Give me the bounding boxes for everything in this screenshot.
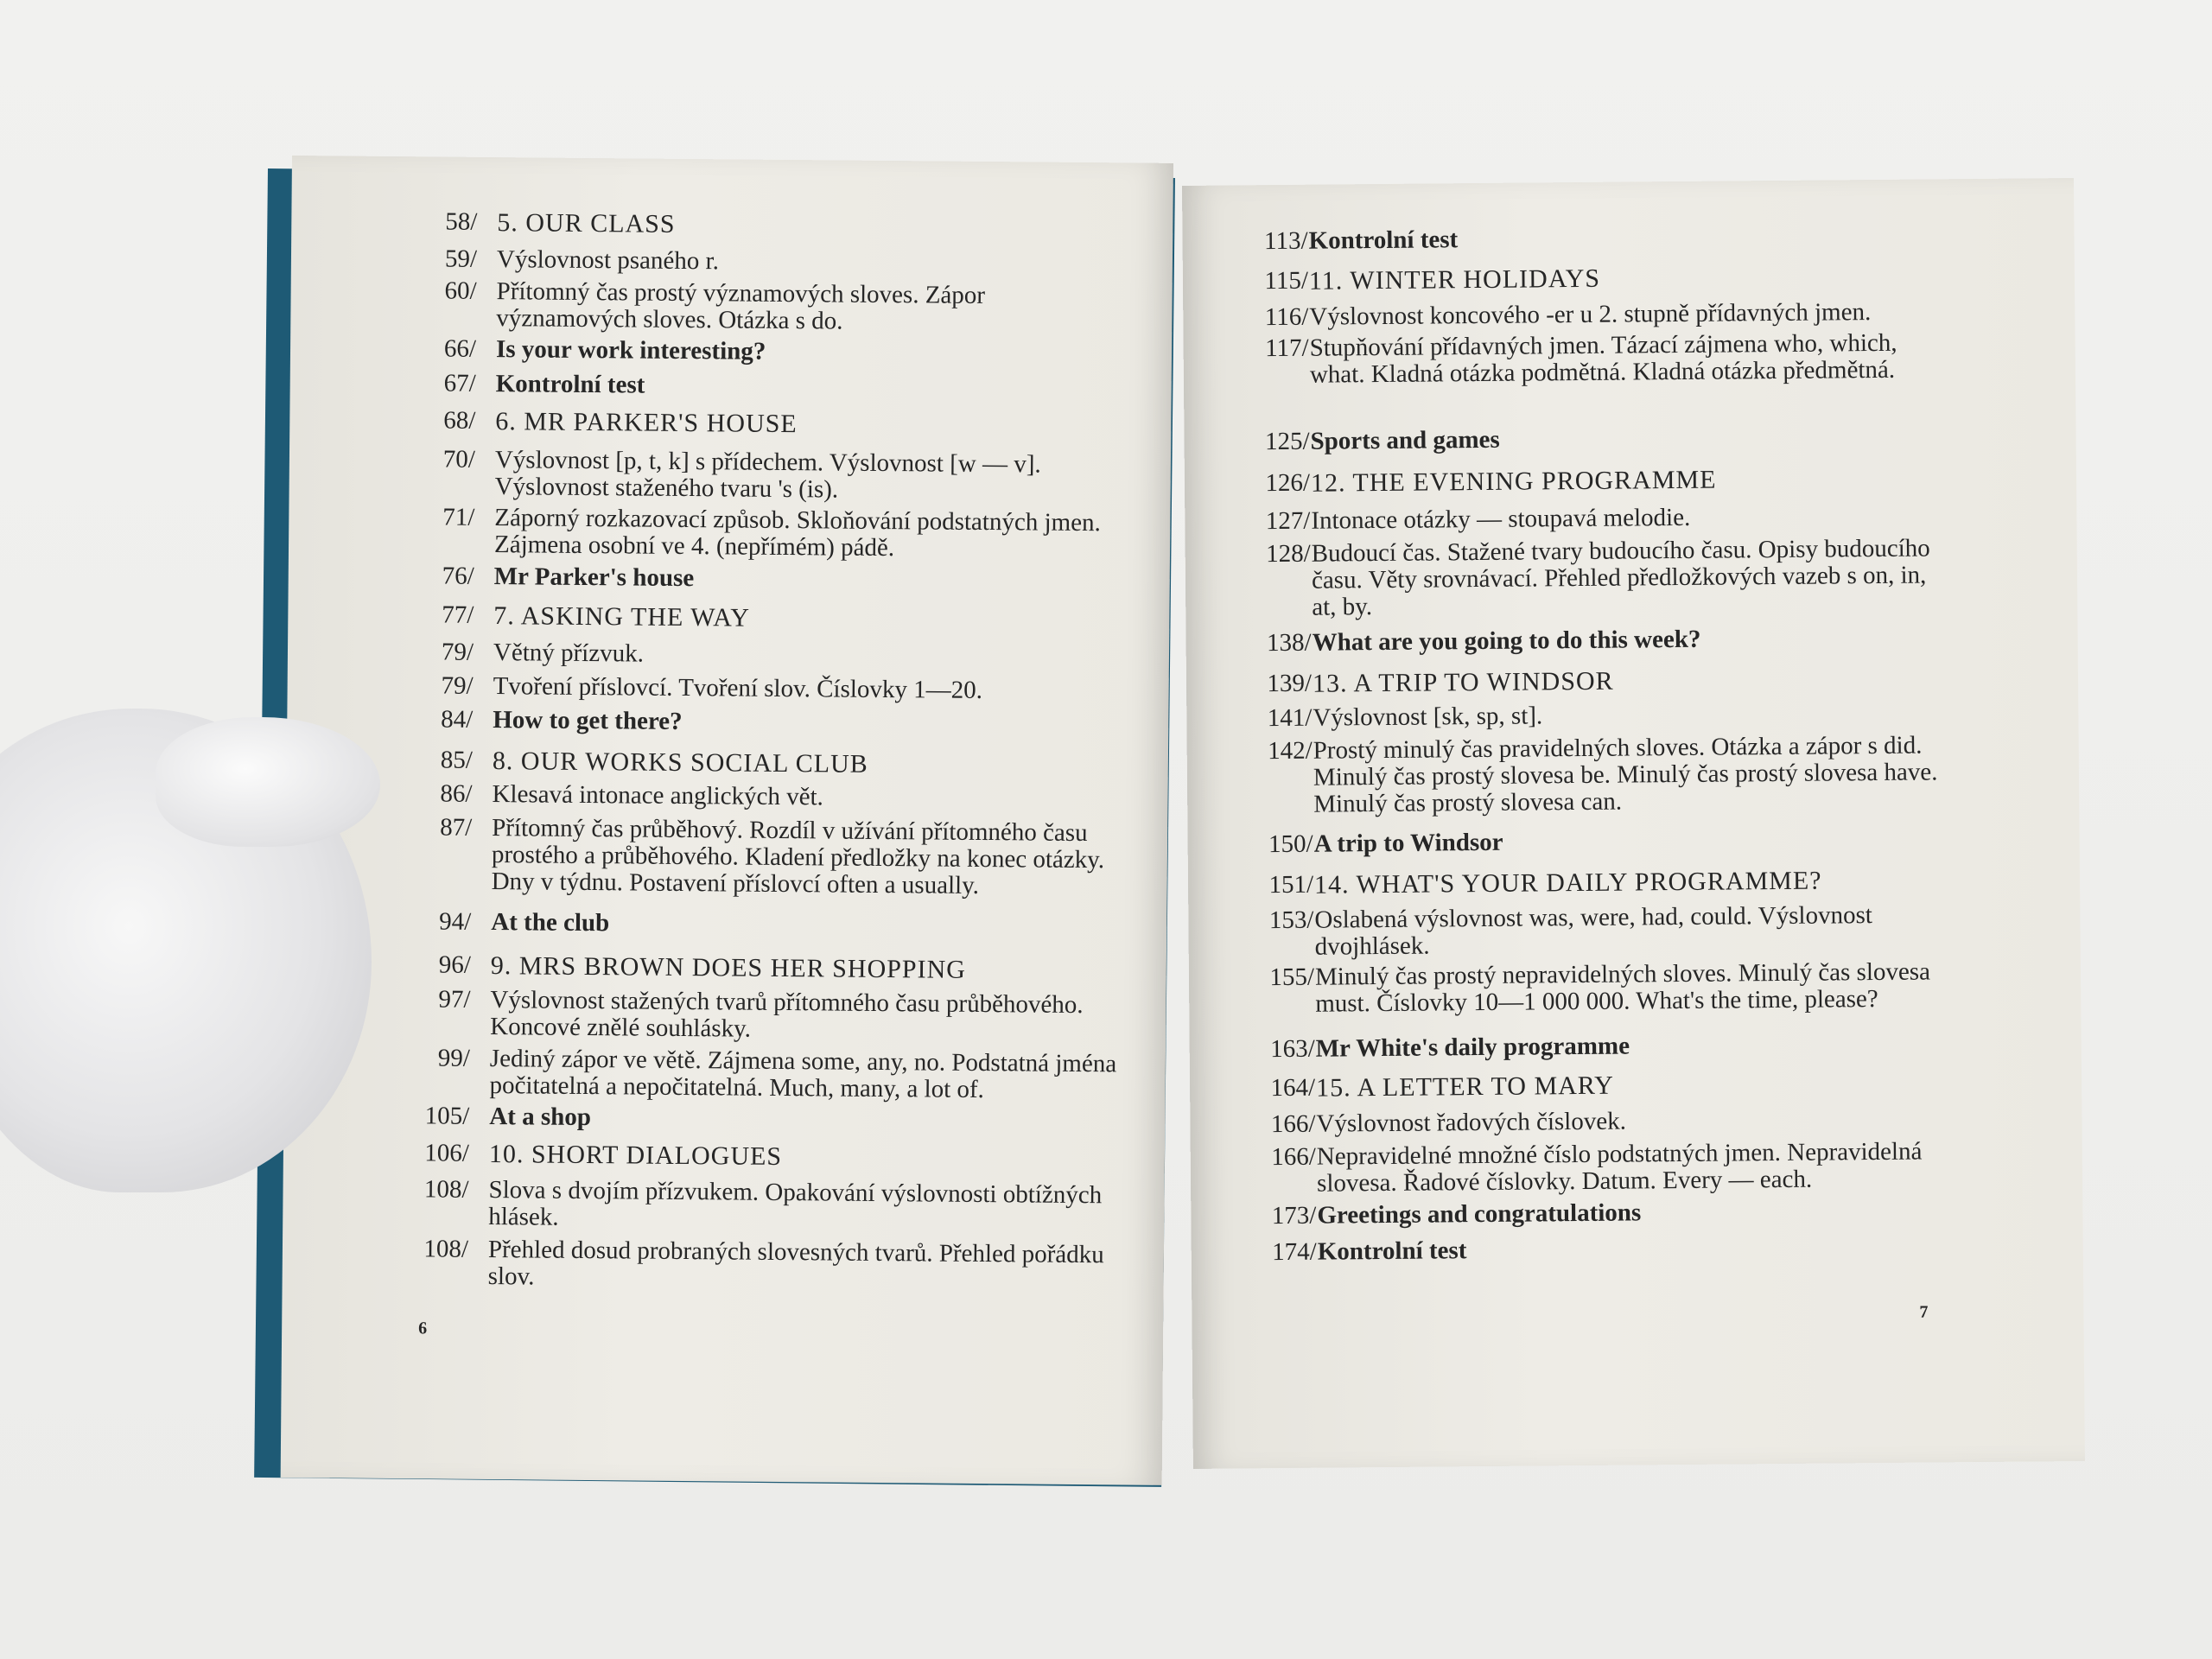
toc-section-title: How to get there?	[493, 706, 683, 735]
left-page	[281, 156, 1173, 1485]
toc-page-ref: 94/	[439, 907, 472, 936]
toc-chapter-title: 11. WINTER HOLIDAYS	[1308, 264, 1601, 296]
toc-page-ref: 60/	[444, 276, 477, 305]
toc-chapter-title: 9. MRS BROWN DOES HER SHOPPING	[490, 951, 967, 984]
toc-chapter-title: 8. OUR WORKS SOCIAL CLUB	[492, 747, 868, 779]
toc-page-ref: 70/	[442, 445, 476, 474]
toc-page-ref: 127/	[1265, 506, 1311, 536]
toc-topic: Výslovnost psaného r.	[496, 245, 720, 276]
toc-topic: Oslabená výslovnost was, were, had, could. Výslovnost dvojhlásek.	[1314, 901, 1872, 961]
toc-section-title: Sports and games	[1310, 425, 1500, 455]
right-page	[1182, 178, 2085, 1469]
toc-chapter-title: 12. THE EVENING PROGRAMME	[1310, 465, 1717, 498]
toc-page-ref: 155/	[1269, 963, 1315, 992]
toc-page-ref: 58/	[445, 207, 478, 236]
toc-page-ref: 96/	[438, 950, 471, 979]
toc-section-title: At the club	[491, 908, 610, 938]
toc-page-ref: 59/	[444, 245, 478, 273]
page-number: 7	[1919, 1302, 1929, 1322]
toc-topic: Tvoření příslovcí. Tvoření slov. Číslovky 1—20.	[493, 672, 983, 704]
toc-chapter-title: 5. OUR CLASS	[497, 208, 676, 238]
toc-section-title: A trip to Windsor	[1313, 828, 1503, 858]
gloved-thumb	[156, 717, 380, 847]
toc-page-ref: 138/	[1266, 628, 1312, 658]
toc-page-ref: 139/	[1267, 669, 1313, 698]
toc-page-ref: 126/	[1265, 468, 1311, 498]
toc-topic: Budoucí čas. Stažené tvary budoucího času. Opisy budoucího času. Věty srovnávací. Přehled předložkových vazeb s on, in, at, by.	[1311, 534, 1930, 621]
toc-section-title: Kontrolní test	[495, 370, 645, 399]
toc-page-ref: 99/	[437, 1044, 471, 1072]
right-entries	[1182, 178, 2074, 1267]
toc-page-ref: 86/	[440, 779, 473, 808]
toc-page-ref: 113/	[1263, 226, 1308, 256]
toc-page-ref: 108/	[423, 1235, 469, 1263]
toc-page-ref: 166/	[1271, 1142, 1316, 1172]
toc-page-ref: 66/	[443, 334, 477, 363]
toc-page-ref: 153/	[1268, 906, 1314, 935]
toc-topic: Výslovnost [sk, sp, st].	[1313, 702, 1543, 732]
toc-page-ref: 79/	[441, 671, 474, 700]
toc-page-ref: 108/	[423, 1175, 469, 1204]
toc-section-title: Mr White's daily programme	[1315, 1032, 1630, 1063]
toc-section-title: At a shop	[489, 1103, 592, 1132]
toc-page-ref: 151/	[1268, 870, 1314, 899]
toc-page-ref: 68/	[443, 406, 476, 435]
toc-topic: Záporný rozkazovací způsob. Skloňování podstatných jmen. Zájmena osobní ve 4. (nepřímém) pádě.	[493, 504, 1101, 563]
toc-chapter-title: 13. A TRIP TO WINDSOR	[1312, 666, 1614, 698]
toc-page-ref: 128/	[1266, 539, 1311, 569]
toc-topic: Jediný zápor ve větě. Zájmena some, any, no. Podstatná jména počitatelná a nepočitatelná. Much, many, a lot of.	[489, 1045, 1117, 1104]
toc-page-ref: 142/	[1268, 736, 1313, 766]
toc-topic: Výslovnost [p, t, k] s přídechem. Výslovnost [w — v]. Výslovnost staženého tvaru 's (is).	[494, 446, 1041, 504]
toc-topic: Prostý minulý čas pravidelných sloves. Otázka a zápor s did. Minulý čas prostý slovesa be. Minulý čas prostý slovesa have. Minulý čas prostý slovesa can.	[1313, 731, 1938, 818]
toc-page-ref: 85/	[440, 746, 474, 774]
toc-topic: Přehled dosud probraných slovesných tvarů. Přehled pořádku slov.	[487, 1236, 1104, 1291]
toc-page-ref: 76/	[442, 562, 474, 590]
toc-topic: Výslovnost řadových číslovek.	[1316, 1107, 1627, 1138]
toc-topic: Přítomný čas průběhový. Rozdíl v užívání přítomného času prostého a průběhového. Kladení předložky na konec otázky. Dny v týdnu. Postavení příslovcí often a usually.	[491, 814, 1105, 899]
toc-chapter-title: 10. SHORT DIALOGUES	[488, 1140, 783, 1171]
toc-chapter-title: 15. A LETTER TO MARY	[1315, 1071, 1615, 1103]
toc-page-ref: 71/	[442, 503, 475, 531]
toc-page-ref: 106/	[424, 1139, 470, 1167]
toc-page-ref: 97/	[438, 985, 471, 1014]
toc-topic: Přítomný čas prostý významových sloves. Zápor významových sloves. Otázka s do.	[496, 277, 986, 335]
toc-page-ref: 173/	[1271, 1201, 1317, 1230]
toc-topic: Slova s dvojím přízvukem. Opakování výslovnosti obtížných hlásek.	[488, 1176, 1103, 1231]
toc-topic: Klesavá intonace anglických vět.	[492, 780, 823, 811]
toc-page-ref: 174/	[1272, 1237, 1317, 1267]
toc-topic: Stupňování přídavných jmen. Tázací zájmena who, which, what. Kladná otázka podmětná. Kladná otázka předmětná.	[1309, 328, 1897, 389]
toc-topic: Výslovnost koncového -er u 2. stupně přídavných jmen.	[1309, 298, 1872, 331]
toc-section-title: Kontrolní test	[1317, 1236, 1467, 1266]
toc-page-ref: 87/	[440, 813, 473, 842]
toc-page-ref: 141/	[1267, 703, 1313, 733]
toc-page-ref: 150/	[1268, 830, 1313, 859]
toc-page-ref: 117/	[1265, 334, 1309, 363]
toc-page-ref: 125/	[1264, 427, 1310, 456]
toc-page-ref: 164/	[1270, 1073, 1316, 1103]
toc-topic: Větný přízvuk.	[493, 639, 645, 668]
toc-section-title: Kontrolní test	[1308, 226, 1459, 255]
toc-section-title: What are you going to do this week?	[1312, 625, 1701, 657]
toc-page-ref: 105/	[424, 1102, 470, 1130]
toc-page-ref: 67/	[443, 369, 476, 397]
toc-chapter-title: 6. MR PARKER'S HOUSE	[495, 407, 798, 439]
toc-topic: Minulý čas prostý nepravidelných sloves. Minulý čas slovesa must. Číslovky 10—1 000 000. What's the time, please?	[1314, 957, 1931, 1018]
toc-page-ref: 84/	[441, 705, 474, 734]
toc-topic: Intonace otázky — stoupavá melodie.	[1311, 503, 1691, 535]
toc-chapter-title: 14. WHAT'S YOUR DAILY PROGRAMME?	[1313, 866, 1822, 899]
toc-section-title: Greetings and congratulations	[1317, 1198, 1642, 1230]
toc-page-ref: 77/	[442, 601, 474, 629]
toc-page-ref: 116/	[1264, 302, 1309, 332]
toc-page-ref: 79/	[441, 638, 474, 666]
toc-topic: Nepravidelné množné číslo podstatných jmen. Nepravidelná slovesa. Řadové číslovky. Datum. Every — each.	[1316, 1137, 1923, 1198]
toc-chapter-title: 7. ASKING THE WAY	[493, 601, 750, 632]
toc-section-title: Mr Parker's house	[493, 563, 695, 593]
page-number: 6	[418, 1319, 428, 1338]
toc-topic: Výslovnost stažených tvarů přítomného času průběhového. Koncové znělé souhlásky.	[490, 986, 1084, 1043]
left-entries	[292, 156, 1173, 1291]
toc-page-ref: 163/	[1270, 1034, 1315, 1064]
toc-page-ref: 166/	[1270, 1109, 1316, 1139]
toc-page-ref: 115/	[1264, 266, 1309, 296]
toc-section-title: Is your work interesting?	[495, 335, 766, 365]
